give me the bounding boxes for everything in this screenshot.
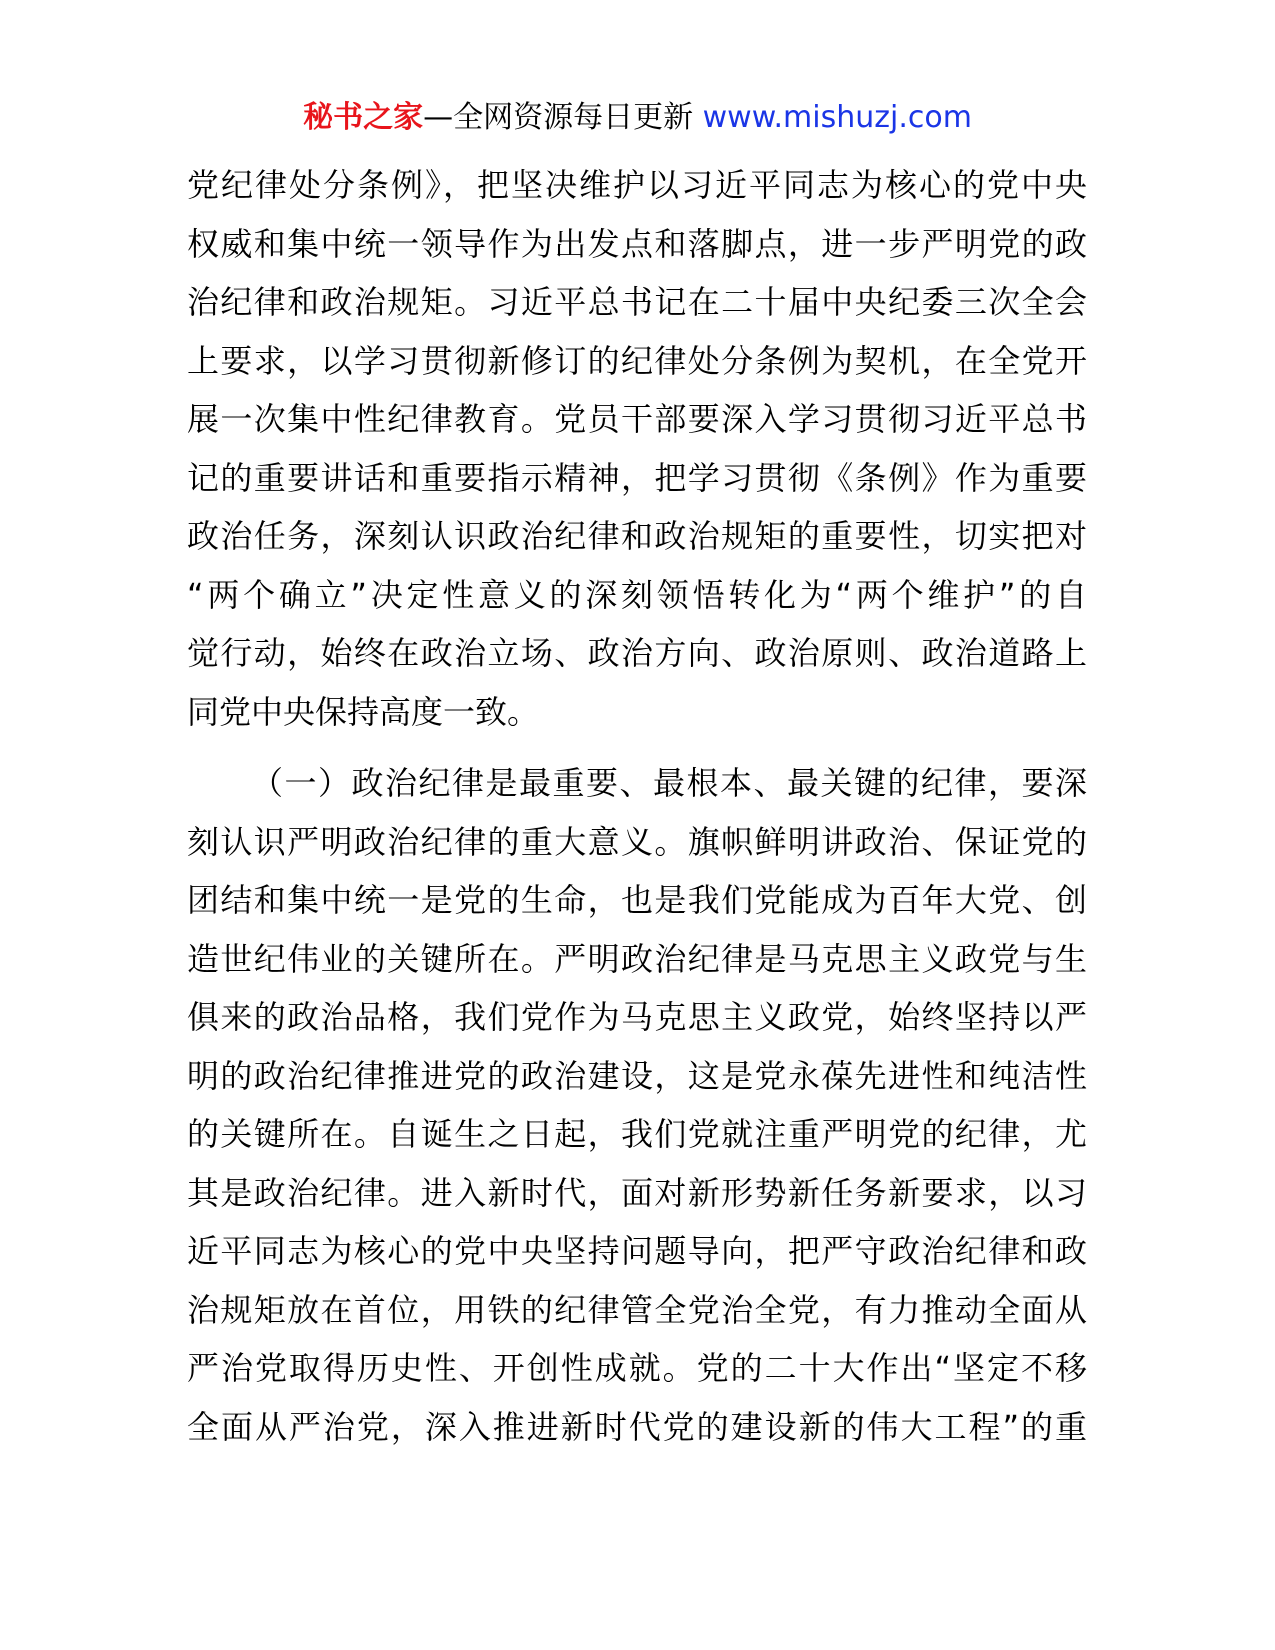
- text-line: 刻认识严明政治纪律的重大意义。旗帜鲜明讲政治、保证党的: [187, 822, 1087, 861]
- page-header: [0, 98, 1275, 138]
- brand-name: 秘书之家: [303, 100, 424, 135]
- text-line: 党纪律处分条例》，把坚决维护以习近平同志为核心的党中央: [187, 166, 1087, 204]
- text-line: 其是政治纪律。进入新时代，面对新形势新任务新要求，以习: [187, 1173, 1087, 1212]
- text-line: 造世纪伟业的关键所在。严明政治纪律是马克思主义政党与生: [187, 939, 1087, 978]
- text-line: 治规矩放在首位，用铁的纪律管全党治全党，有力推动全面从: [187, 1290, 1087, 1329]
- text-line: 同党中央保持高度一致。: [187, 692, 540, 731]
- text-line: 觉行动，始终在政治立场、政治方向、政治原则、政治道路上: [187, 634, 1087, 672]
- text-line: “两个确立”决定性意义的深刻领悟转化为“两个维护”的自: [187, 575, 1087, 614]
- text-line: 团结和集中统一是党的生命，也是我们党能成为百年大党、创: [187, 881, 1087, 919]
- text-line: 记的重要讲话和重要指示精神，把学习贯彻《条例》作为重要: [187, 458, 1087, 497]
- text-line: 权威和集中统一领导作为出发点和落脚点，进一步严明党的政: [187, 224, 1087, 263]
- text-line: 上要求，以学习贯彻新修订的纪律处分条例为契机，在全党开: [187, 341, 1087, 380]
- text-line: 俱来的政治品格，我们党作为马克思主义政党，始终坚持以严: [187, 998, 1087, 1036]
- text-line: （一）政治纪律是最重要、最根本、最关键的纪律，要深: [251, 764, 1087, 802]
- text-line: 明的政治纪律推进党的政治建设，这是党永葆先进性和纯洁性: [187, 1056, 1087, 1095]
- text-line: 全面从严治党，深入推进新时代党的建设新的伟大工程”的重: [187, 1407, 1087, 1446]
- paragraph-spacer: [187, 741, 1087, 754]
- text-line: 政治任务，深刻认识政治纪律和政治规矩的重要性，切实把对: [187, 517, 1087, 555]
- text-line: 展一次集中性纪律教育。党员干部要深入学习贯彻习近平总书: [187, 400, 1087, 438]
- paragraph-2: [187, 754, 1087, 1456]
- text-line: 治纪律和政治规矩。习近平总书记在二十届中央纪委三次全会: [187, 283, 1087, 321]
- text-line: 严治党取得历史性、开创性成就。党的二十大作出“坚定不移: [187, 1349, 1087, 1387]
- paragraph-1: [187, 156, 1087, 741]
- header-tagline: —全网资源每日更新: [423, 100, 703, 135]
- document-body: [187, 156, 1087, 1456]
- text-line: 近平同志为核心的党中央坚持问题导向，把严守政治纪律和政: [187, 1232, 1087, 1270]
- website-url[interactable]: www.mishuzj.com: [702, 100, 972, 135]
- text-line: 的关键所在。自诞生之日起，我们党就注重严明党的纪律，尤: [187, 1115, 1087, 1153]
